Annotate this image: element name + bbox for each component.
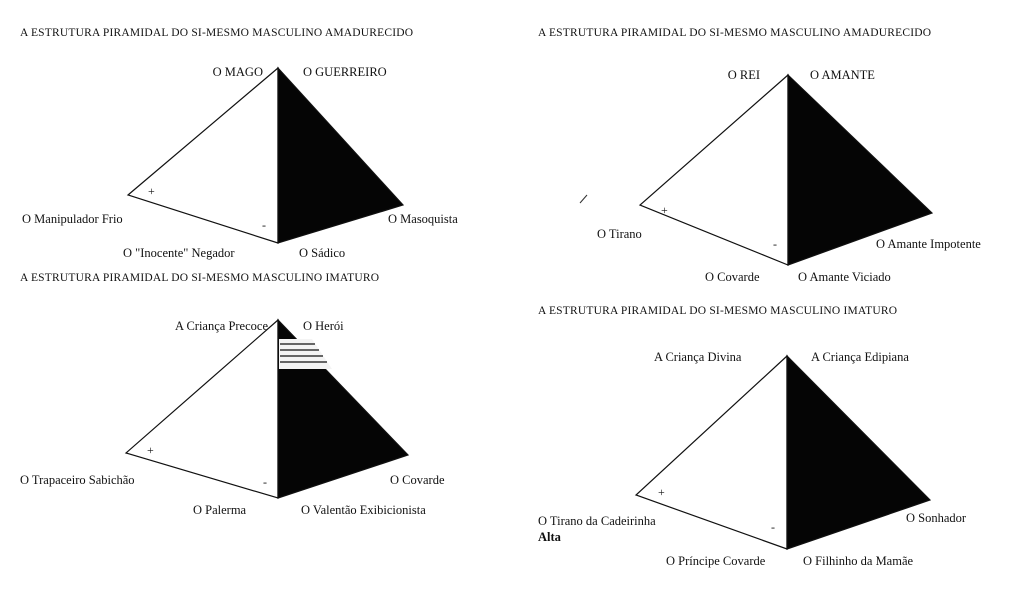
label-bottom-right: O Amante Viciado <box>798 270 891 284</box>
label-left: O Tirano <box>597 227 642 241</box>
minus-sign: - <box>773 237 777 251</box>
label-top-left: O REI <box>727 68 760 82</box>
diagram-title: A ESTRUTURA PIRAMIDAL DO SI-MESMO MASCULINO IMATURO <box>20 272 380 284</box>
label-bottom-left: O "Inocente" Negador <box>123 246 235 260</box>
label-bottom-right: O Filhinho da Mamãe <box>803 554 914 568</box>
label-top-right: A Criança Edipiana <box>811 350 909 364</box>
label-right: O Covarde <box>390 473 445 487</box>
pyramid-light-face <box>128 68 278 243</box>
label-top-left: A Criança Divina <box>654 350 742 364</box>
label-left: O Trapaceiro Sabichão <box>20 473 135 487</box>
diagram-title: A ESTRUTURA PIRAMIDAL DO SI-MESMO MASCULINO AMADURECIDO <box>20 27 414 39</box>
minus-sign: - <box>262 218 266 232</box>
pyramid-diagram-immature-2 <box>538 305 967 568</box>
label-bottom-left: O Covarde <box>705 270 760 284</box>
label-bottom-left: O Palerma <box>193 503 247 517</box>
label-bottom-left: O Príncipe Covarde <box>666 554 766 568</box>
label-left: O Manipulador Frio <box>22 212 123 226</box>
plus-sign: + <box>148 184 155 198</box>
label-left-line2: Alta <box>538 530 561 544</box>
label-top-right: O GUERREIRO <box>303 65 387 79</box>
label-top-right: O Herói <box>303 319 344 333</box>
label-top-left: O MAGO <box>212 65 263 79</box>
pyramid-light-face <box>126 320 278 498</box>
label-top-left: A Criança Precoce <box>174 319 268 333</box>
label-right: O Amante Impotente <box>876 237 981 251</box>
pyramid-diagram-immature-1 <box>20 272 445 517</box>
pyramid-light-face <box>636 356 787 549</box>
diagram-title: A ESTRUTURA PIRAMIDAL DO SI-MESMO MASCULINO IMATURO <box>538 305 898 317</box>
label-bottom-right: O Sádico <box>299 246 346 260</box>
plus-sign: + <box>658 485 665 499</box>
pyramid-diagram-mature-1 <box>20 27 458 260</box>
plus-sign: + <box>661 203 668 217</box>
plus-sign: + <box>147 443 154 457</box>
minus-sign: - <box>771 520 775 534</box>
pyramid-dark-face <box>278 68 403 243</box>
label-right: O Masoquista <box>388 212 458 226</box>
scan-speck <box>580 195 587 203</box>
label-bottom-right: O Valentão Exibicionista <box>301 503 426 517</box>
diagram-title: A ESTRUTURA PIRAMIDAL DO SI-MESMO MASCULINO AMADURECIDO <box>538 27 932 39</box>
pyramid-light-face <box>640 75 788 265</box>
label-top-right: O AMANTE <box>810 68 875 82</box>
minus-sign: - <box>263 475 267 489</box>
pyramid-diagram-mature-2 <box>538 27 981 284</box>
label-left-line1: O Tirano da Cadeirinha <box>538 514 656 528</box>
label-right: O Sonhador <box>906 511 967 525</box>
